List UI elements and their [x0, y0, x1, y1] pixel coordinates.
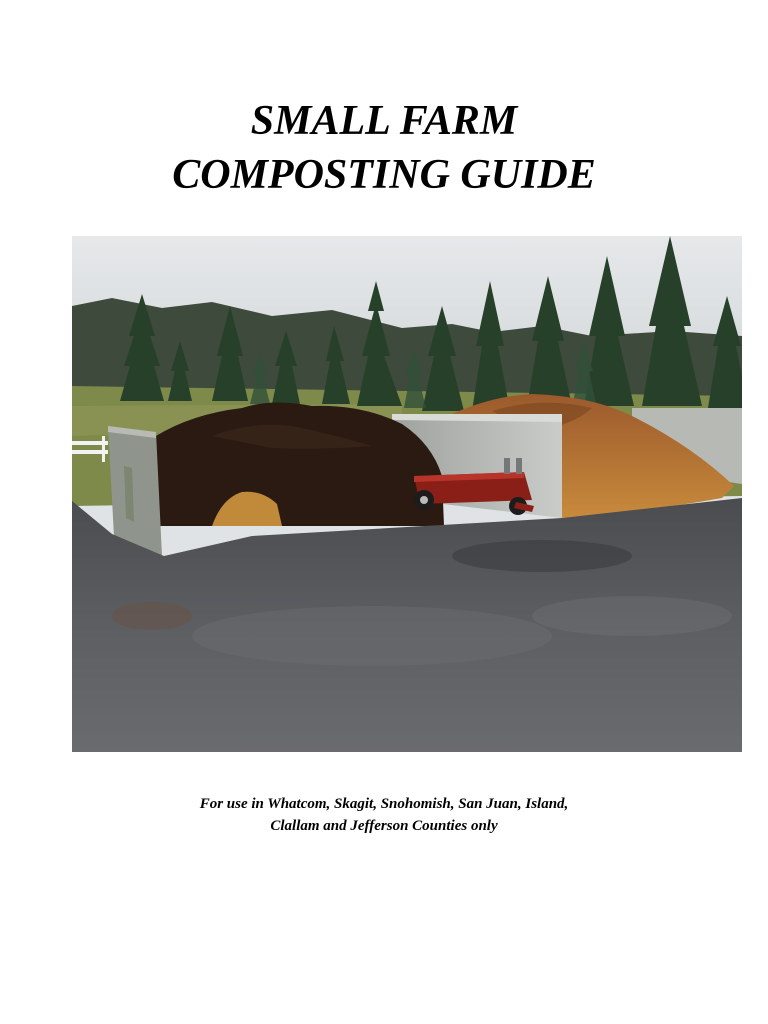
caption-line-1: For use in Whatcom, Skagit, Snohomish, San Juan, Island, [199, 796, 569, 812]
caption-line-2: Clallam and Jefferson Counties only [270, 818, 498, 834]
title-line-2: COMPOSTING GUIDE [172, 152, 596, 198]
caption [0, 793, 768, 837]
document-title [0, 94, 768, 202]
title-line-1: SMALL FARM [250, 98, 518, 144]
cover-photo [72, 236, 742, 752]
